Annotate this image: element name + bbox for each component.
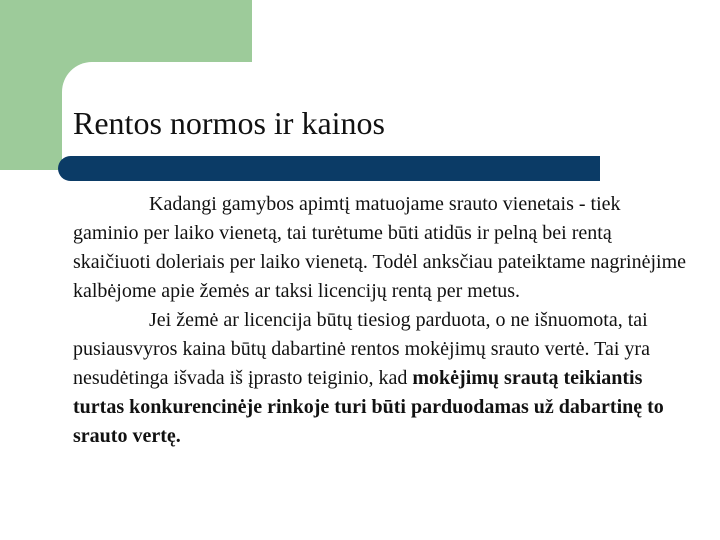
title-underline-bar (58, 156, 600, 181)
slide-body (73, 190, 688, 451)
paragraph-2 (73, 306, 688, 451)
paragraph-2-emphasis: mokėjimų srautą teikiantis turtas konkurencinėje rinkoje turi būti parduodamas už dabartinę to srauto vertę. (73, 367, 664, 447)
slide-title: Rentos normos ir kainos (73, 105, 385, 141)
paragraph-2-text: Jei žemė ar licencija būtų tiesiog parduota, o ne išnuomota, tai pusiausvyros kaina būtų dabartinė rentos mokėjimų srauto vertė. Tai yra nesudėtinga išvada iš įprasto teiginio, kad (73, 309, 650, 389)
paragraph-1: Kadangi gamybos apimtį matuojame srauto vienetais - tiek gaminio per laiko vienetą, tai turėtume būti atidūs ir pelną bei rentą skaičiuoti doleriais per laiko vienetą. Todėl anksčiau pateiktame nagrinėjime kalbėjome apie žemės ar taksi licencijų rentą per metus. (73, 193, 687, 302)
